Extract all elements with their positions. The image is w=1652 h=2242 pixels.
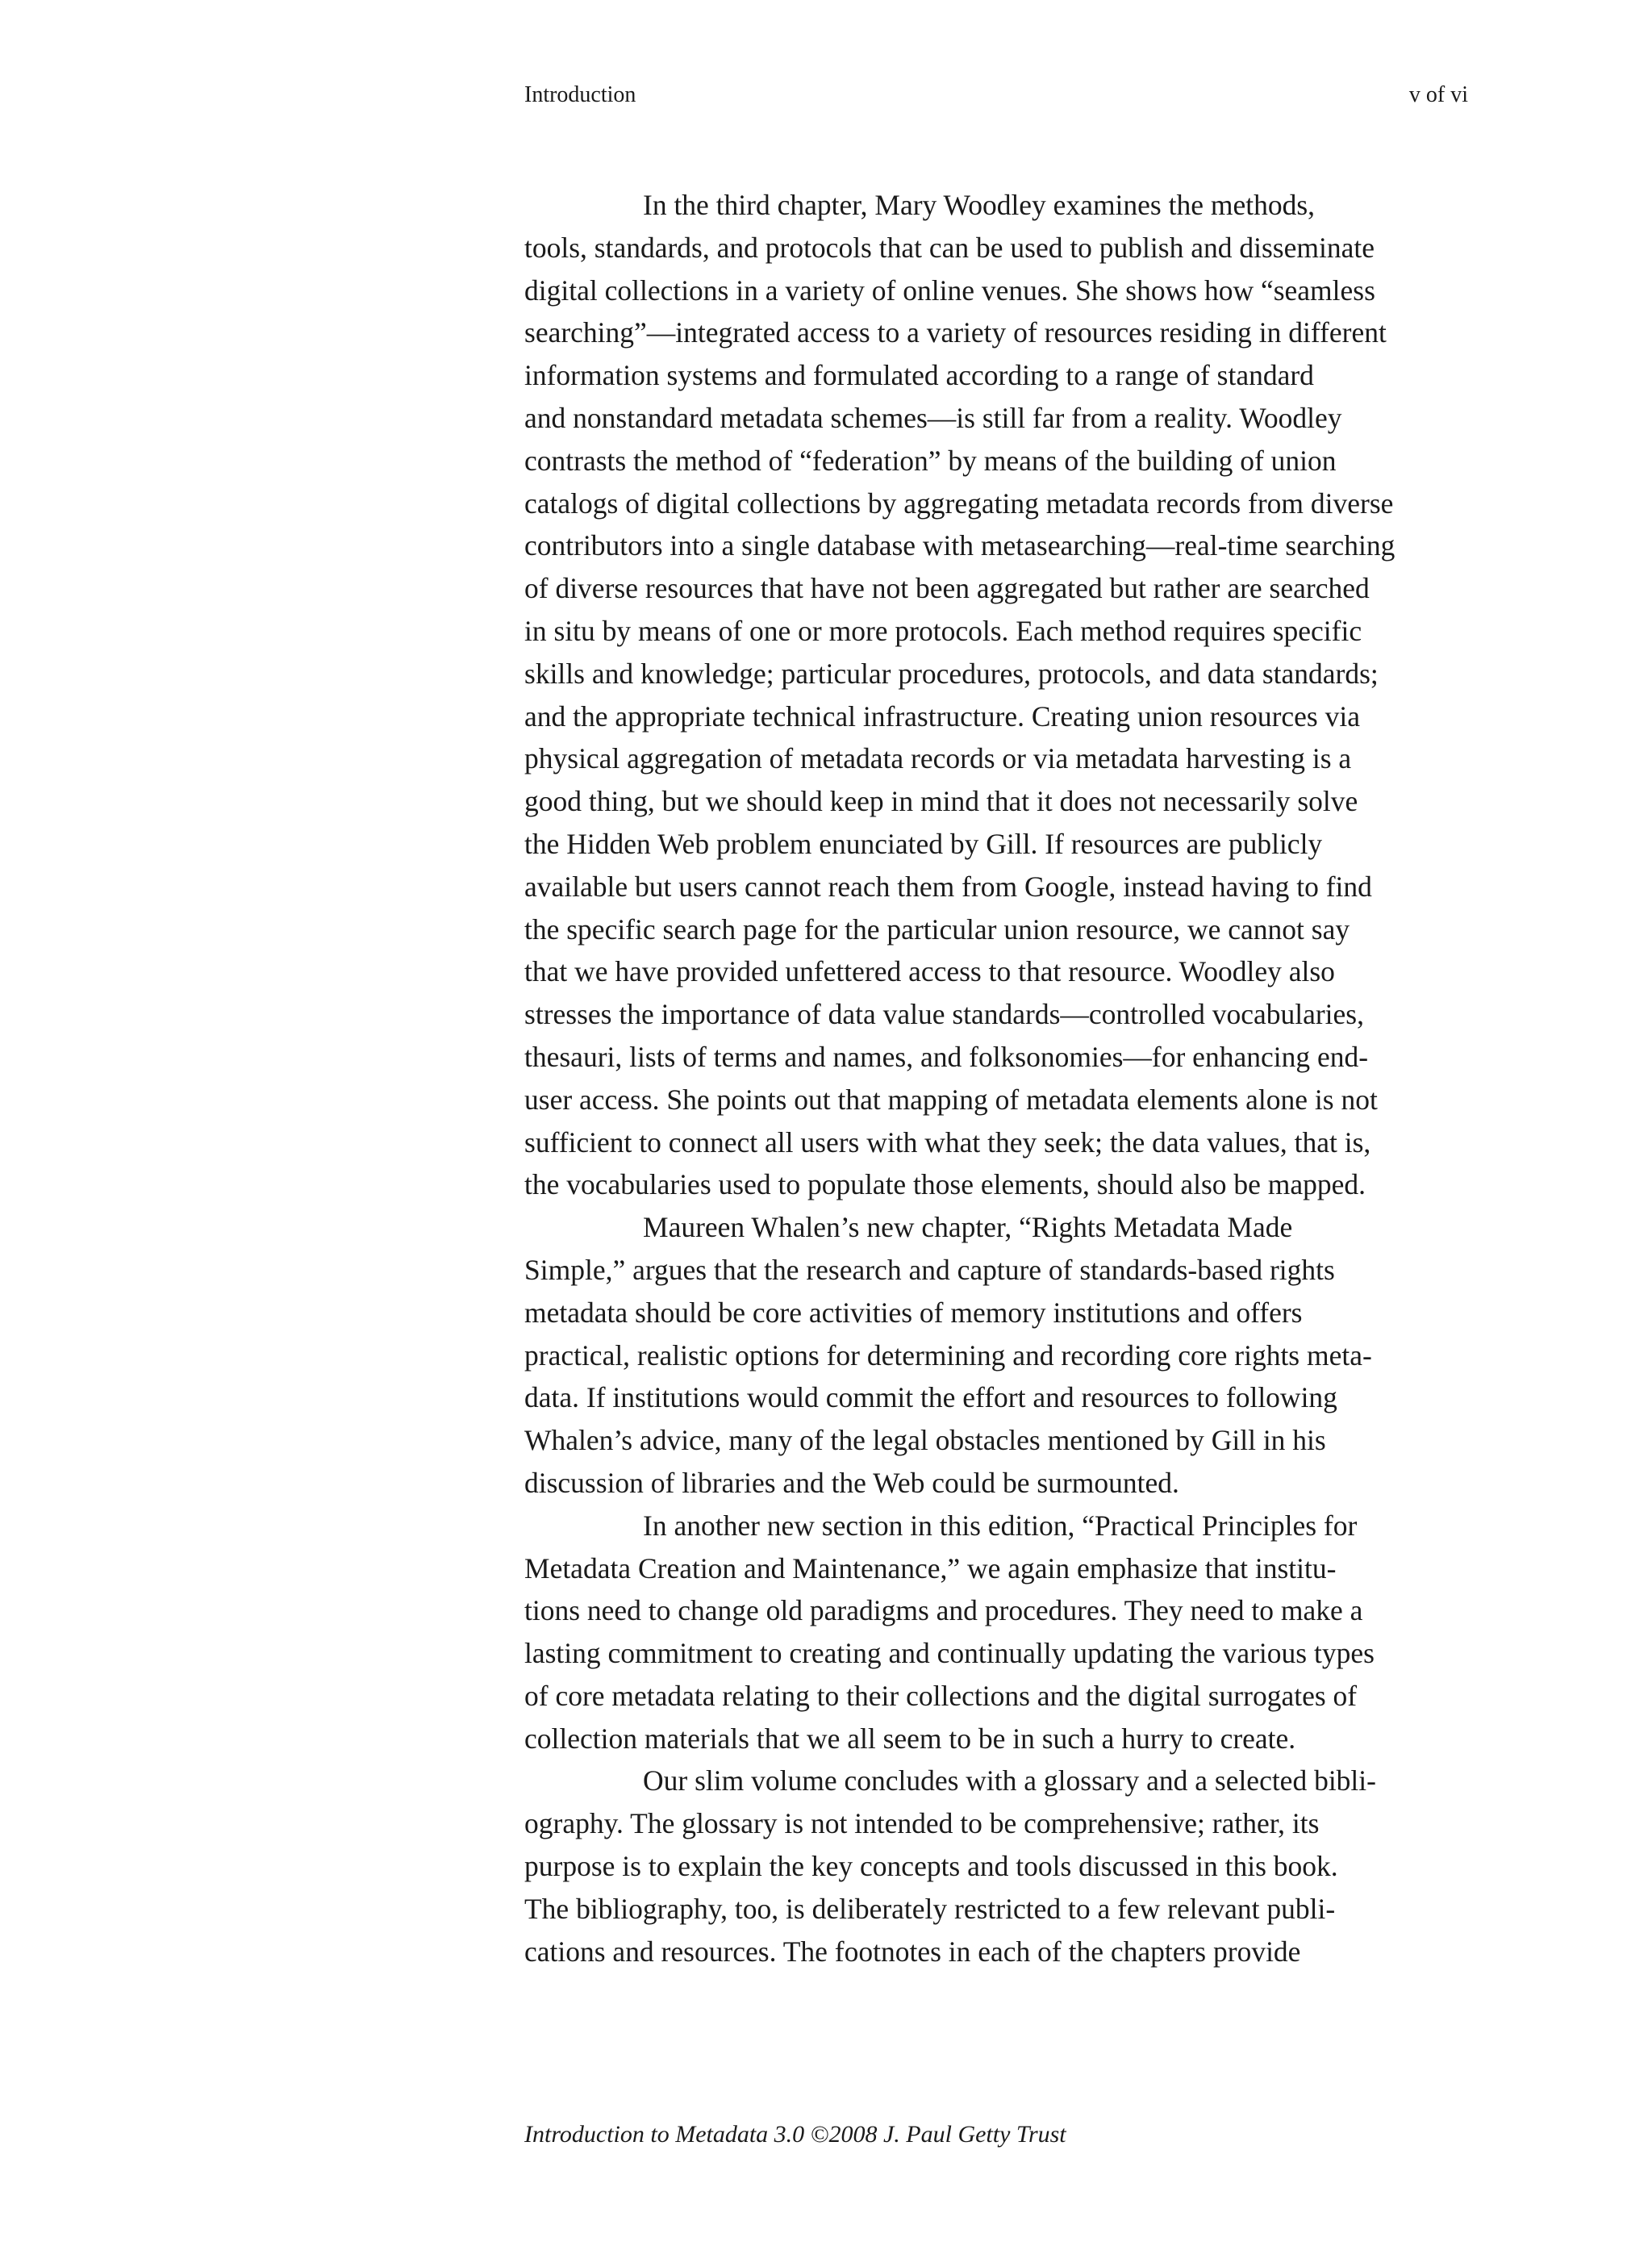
text-line: sufficient to connect all users with what they seek; the data values, that is,	[524, 1125, 1371, 1159]
text-line: good thing, but we should keep in mind that it does not necessarily solve	[524, 785, 1358, 818]
text-line: tions need to change old paradigms and procedures. They need to make a	[524, 1594, 1363, 1627]
text-line: purpose is to explain the key concepts and tools discussed in this book.	[524, 1850, 1338, 1883]
text-line: The bibliography, too, is deliberately restricted to a few relevant publi-	[524, 1892, 1336, 1925]
text-line: practical, realistic options for determining and recording core rights meta-	[524, 1338, 1372, 1372]
text-line: discussion of libraries and the Web could be surmounted.	[524, 1466, 1179, 1499]
text-line: information systems and formulated according to a range of standard	[524, 359, 1314, 392]
paragraph-first-line: Maureen Whalen’s new chapter, “Rights Metadata Made	[643, 1211, 1293, 1244]
text-line: Simple,” argues that the research and capture of standards-based rights	[524, 1253, 1335, 1286]
running-head	[524, 77, 1468, 113]
text-line: data. If institutions would commit the effort and resources to following	[524, 1381, 1337, 1414]
text-line: thesauri, lists of terms and names, and folksonomies—for enhancing end-	[524, 1040, 1369, 1073]
text-line: the Hidden Web problem enunciated by Gill. If resources are publicly	[524, 827, 1323, 860]
text-line: ography. The glossary is not intended to be comprehensive; rather, its	[524, 1807, 1320, 1840]
text-line: skills and knowledge; particular procedures, protocols, and data standards;	[524, 657, 1379, 690]
text-line: contrasts the method of “federation” by means of the building of union	[524, 444, 1337, 477]
text-line: Whalen’s advice, many of the legal obstacles mentioned by Gill in his	[524, 1424, 1326, 1457]
text-line: available but users cannot reach them from Google, instead having to find	[524, 870, 1372, 903]
text-line: catalogs of digital collections by aggregating metadata records from diverse	[524, 486, 1394, 520]
text-line: tools, standards, and protocols that can be used to publish and disseminate	[524, 231, 1375, 264]
text-line: and nonstandard metadata schemes—is still far from a reality. Woodley	[524, 401, 1342, 434]
page-number: v of vi	[1408, 82, 1468, 107]
text-line: lasting commitment to creating and continually updating the various types	[524, 1637, 1375, 1670]
text-line: searching”—integrated access to a variety of resources residing in different	[524, 316, 1387, 349]
text-line: collection materials that we all seem to be in such a hurry to create.	[524, 1722, 1296, 1755]
paragraph-first-line: In another new section in this edition, “Practical Principles for	[643, 1509, 1358, 1542]
text-line: of diverse resources that have not been aggregated but rather are searched	[524, 572, 1370, 605]
paragraph-first-line: In the third chapter, Mary Woodley examines the methods,	[643, 189, 1316, 221]
text-line: in situ by means of one or more protocols. Each method requires specific	[524, 614, 1362, 647]
text-line: Metadata Creation and Maintenance,” we again emphasize that institu-	[524, 1551, 1337, 1584]
text-line: user access. She points out that mapping of metadata elements alone is not	[524, 1083, 1378, 1116]
paragraph-first-line: Our slim volume concludes with a glossary and a selected bibli-	[643, 1764, 1376, 1797]
text-line: the vocabularies used to populate those elements, should also be mapped.	[524, 1168, 1366, 1201]
text-line: contributors into a single database with metasearching—real-time searching	[524, 529, 1395, 562]
text-line: physical aggregation of metadata records or via metadata harvesting is a	[524, 742, 1352, 775]
text-line: digital collections in a variety of online venues. She shows how “seamless	[524, 273, 1375, 307]
text-line: the specific search page for the particular union resource, we cannot say	[524, 912, 1350, 946]
text-line: of core metadata relating to their collections and the digital surrogates of	[524, 1679, 1358, 1712]
footer-citation: Introduction to Metadata 3.0 ©2008 J. Paul Getty Trust	[524, 2121, 1066, 2148]
text-line: that we have provided unfettered access to that resource. Woodley also	[524, 955, 1335, 988]
text-line: cations and resources. The footnotes in each of the chapters provide	[524, 1935, 1301, 1968]
text-line: and the appropriate technical infrastructure. Creating union resources via	[524, 699, 1360, 733]
section-title: Introduction	[524, 82, 636, 107]
text-line: metadata should be core activities of memory institutions and offers	[524, 1296, 1303, 1329]
text-line: stresses the importance of data value standards—controlled vocabularies,	[524, 998, 1364, 1031]
body-text	[524, 184, 1468, 1973]
